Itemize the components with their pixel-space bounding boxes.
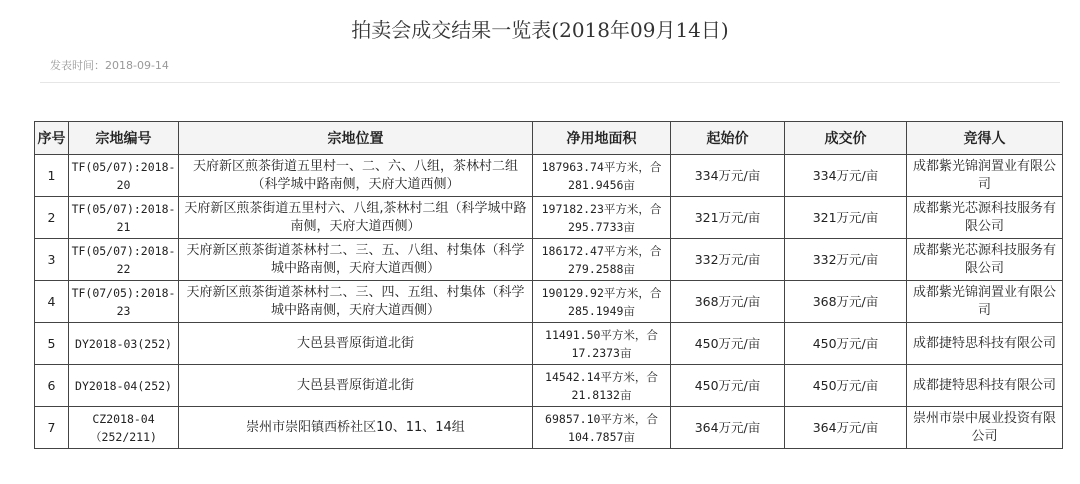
cell-area: 11491.50平方米，合17.2373亩 <box>533 323 671 365</box>
header-row <box>35 122 1063 155</box>
cell-area: 187963.74平方米，合281.9456亩 <box>533 155 671 197</box>
cell-deal-price: 334万元/亩 <box>785 155 907 197</box>
cell-start-price: 450万元/亩 <box>671 323 785 365</box>
cell-no: 1 <box>35 155 69 197</box>
cell-bidder: 成都紫光锦润置业有限公司 <box>907 281 1063 323</box>
cell-no: 4 <box>35 281 69 323</box>
cell-no: 5 <box>35 323 69 365</box>
header-bidder: 竞得人 <box>907 122 1063 155</box>
cell-code: TF(07/05):2018-23 <box>69 281 179 323</box>
table-row <box>35 365 1063 407</box>
cell-area: 186172.47平方米，合279.2588亩 <box>533 239 671 281</box>
cell-code: TF(05/07):2018-22 <box>69 239 179 281</box>
header-deal-price: 成交价 <box>785 122 907 155</box>
table-row <box>35 281 1063 323</box>
table-row <box>35 407 1063 449</box>
cell-start-price: 321万元/亩 <box>671 197 785 239</box>
cell-location: 天府新区煎茶街道茶林村二、三、五、八组、村集体（科学城中路南侧，天府大道西侧） <box>179 239 533 281</box>
cell-start-price: 364万元/亩 <box>671 407 785 449</box>
cell-deal-price: 368万元/亩 <box>785 281 907 323</box>
publish-date-label: 发表时间： <box>50 59 105 72</box>
cell-bidder: 成都捷特思科技有限公司 <box>907 365 1063 407</box>
cell-area: 197182.23平方米，合295.7733亩 <box>533 197 671 239</box>
cell-area: 69857.10平方米，合104.7857亩 <box>533 407 671 449</box>
cell-bidder: 成都捷特思科技有限公司 <box>907 323 1063 365</box>
cell-area: 14542.14平方米，合21.8132亩 <box>533 365 671 407</box>
cell-location: 大邑县晋原街道北街 <box>179 323 533 365</box>
cell-bidder: 崇州市崇中展业投资有限公司 <box>907 407 1063 449</box>
cell-deal-price: 332万元/亩 <box>785 239 907 281</box>
table-row <box>35 155 1063 197</box>
header-code: 宗地编号 <box>69 122 179 155</box>
cell-code: DY2018-03(252) <box>69 323 179 365</box>
cell-deal-price: 450万元/亩 <box>785 323 907 365</box>
cell-no: 2 <box>35 197 69 239</box>
cell-bidder: 成都紫光芯源科技服务有限公司 <box>907 197 1063 239</box>
cell-start-price: 450万元/亩 <box>671 365 785 407</box>
cell-deal-price: 450万元/亩 <box>785 365 907 407</box>
cell-location: 天府新区煎茶街道五里村一、二、六、八组，茶林村二组（科学城中路南侧，天府大道西侧） <box>179 155 533 197</box>
cell-location: 天府新区煎茶街道茶林村二、三、四、五组、村集体（科学城中路南侧，天府大道西侧） <box>179 281 533 323</box>
cell-code: TF(05/07):2018-20 <box>69 155 179 197</box>
results-table <box>34 121 1063 449</box>
cell-location: 天府新区煎茶街道五里村六、八组,茶林村二组（科学城中路南侧，天府大道西侧） <box>179 197 533 239</box>
cell-location: 大邑县晋原街道北街 <box>179 365 533 407</box>
cell-code: CZ2018-04（252/211) <box>69 407 179 449</box>
cell-start-price: 368万元/亩 <box>671 281 785 323</box>
cell-location: 崇州市崇阳镇西桥社区10、11、14组 <box>179 407 533 449</box>
table-row <box>35 197 1063 239</box>
cell-deal-price: 321万元/亩 <box>785 197 907 239</box>
cell-bidder: 成都紫光芯源科技服务有限公司 <box>907 239 1063 281</box>
cell-no: 3 <box>35 239 69 281</box>
cell-code: DY2018-04(252) <box>69 365 179 407</box>
cell-start-price: 334万元/亩 <box>671 155 785 197</box>
header-area: 净用地面积 <box>533 122 671 155</box>
page-title: 拍卖会成交结果一览表(2018年09月14日) <box>351 18 729 42</box>
header-location: 宗地位置 <box>179 122 533 155</box>
cell-deal-price: 364万元/亩 <box>785 407 907 449</box>
table-row <box>35 323 1063 365</box>
cell-code: TF(05/07):2018-21 <box>69 197 179 239</box>
cell-start-price: 332万元/亩 <box>671 239 785 281</box>
cell-area: 190129.92平方米，合285.1949亩 <box>533 281 671 323</box>
header-no: 序号 <box>35 122 69 155</box>
cell-bidder: 成都紫光锦润置业有限公司 <box>907 155 1063 197</box>
publish-date: 2018-09-14 <box>105 59 169 72</box>
cell-no: 6 <box>35 365 69 407</box>
divider <box>40 82 1060 83</box>
header-start-price: 起始价 <box>671 122 785 155</box>
publish-date-line <box>50 57 169 73</box>
cell-no: 7 <box>35 407 69 449</box>
table-row <box>35 239 1063 281</box>
